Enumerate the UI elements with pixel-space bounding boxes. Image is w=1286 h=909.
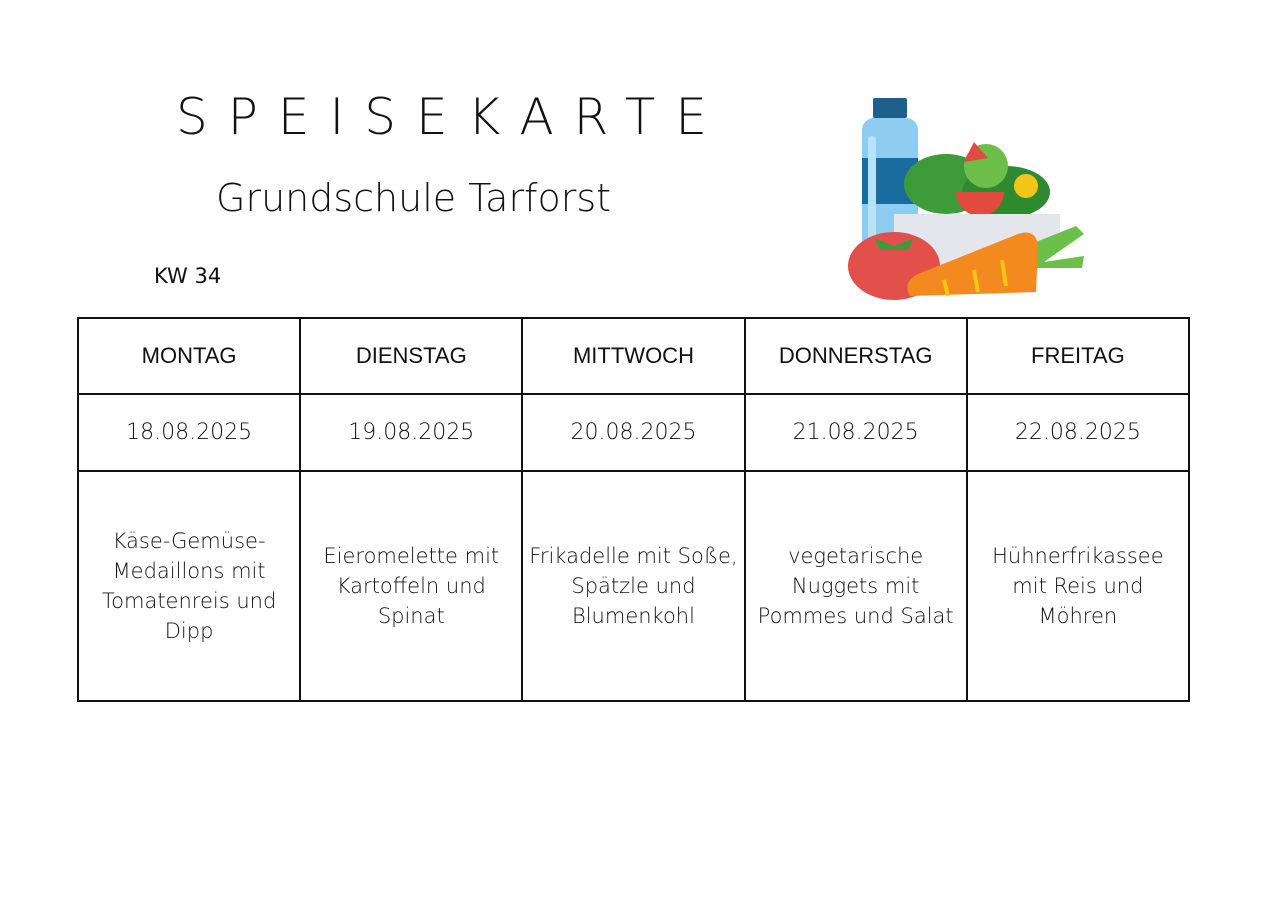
dish-cell: vegetarische Nuggets mit Pommes und Salat: [745, 471, 967, 701]
weekday-cell: DIENSTAG: [300, 318, 522, 394]
page-title: SPEISEKARTE: [176, 88, 727, 146]
food-and-drink-illustration: [846, 96, 1090, 302]
weekday-cell: MONTAG: [78, 318, 300, 394]
dish-cell: Frikadelle mit Soße, Spätzle und Blumenkohl: [522, 471, 744, 701]
weekday-cell: MITTWOCH: [522, 318, 744, 394]
weekday-cell: DONNERSTAG: [745, 318, 967, 394]
weekly-menu-table: [77, 317, 1190, 702]
weekday-cell: FREITAG: [967, 318, 1189, 394]
dish-row: [78, 471, 1189, 701]
bottle-cap: [873, 98, 907, 118]
weekday-row: [78, 318, 1189, 394]
bottle-highlight: [868, 136, 876, 246]
date-cell: 21.08.2025: [745, 394, 967, 471]
dish-cell: Hühnerfrikassee mit Reis und Möhren: [967, 471, 1189, 701]
date-cell: 22.08.2025: [967, 394, 1189, 471]
week-label: KW 34: [154, 264, 222, 288]
date-cell: 20.08.2025: [522, 394, 744, 471]
date-row: [78, 394, 1189, 471]
date-cell: 19.08.2025: [300, 394, 522, 471]
salad-pepper: [1014, 174, 1038, 198]
date-cell: 18.08.2025: [78, 394, 300, 471]
dish-cell: Eieromelette mit Kartoffeln und Spinat: [300, 471, 522, 701]
school-name: Grundschule Tarforst: [216, 176, 612, 220]
dish-cell: Käse-Gemüse-Medaillons mit Tomatenreis und Dipp: [78, 471, 300, 701]
